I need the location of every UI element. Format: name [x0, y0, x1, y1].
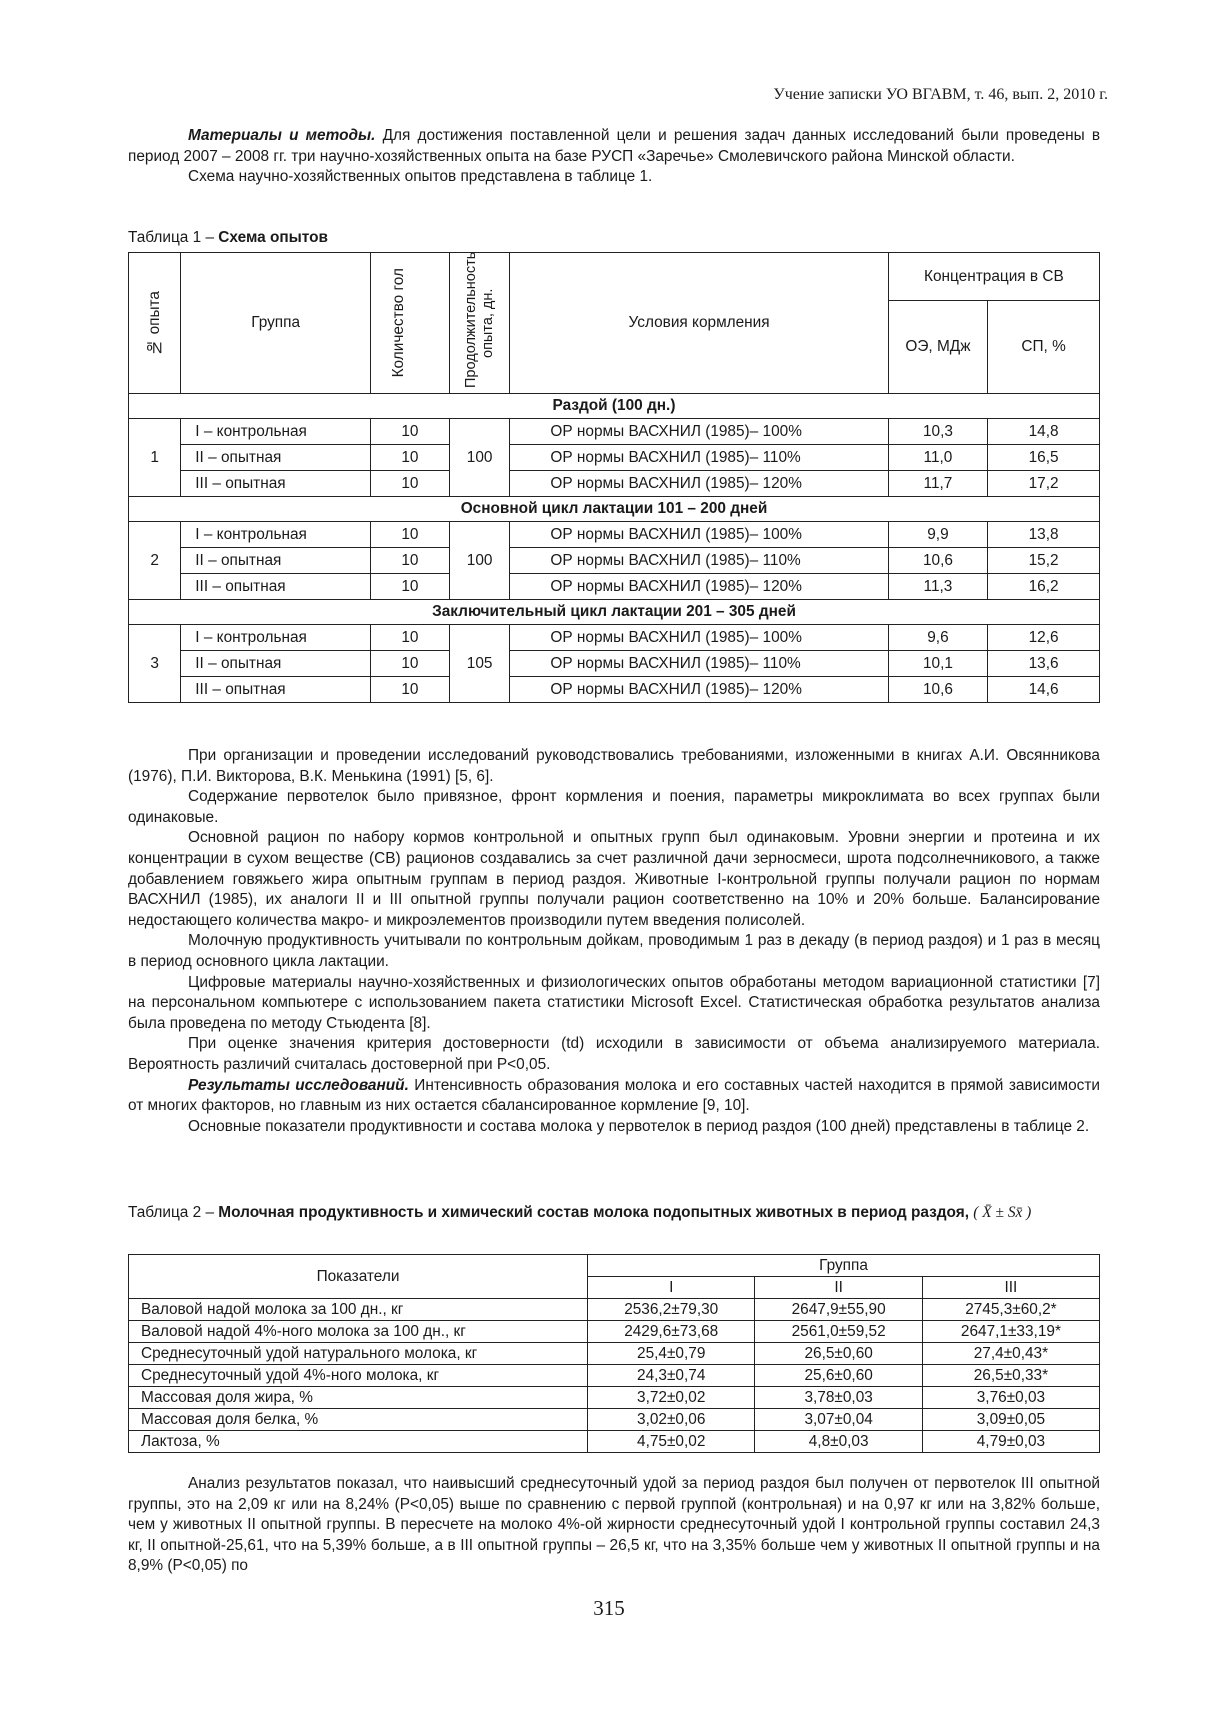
oe-cell: 10,6 — [888, 677, 987, 703]
paragraph: Молочную продуктивность учитывали по контрольным дойкам, проводимым 1 раз в декаду (в период раздоя) и 1 раз в месяц в период основного цикла лактации. — [128, 932, 1100, 970]
table-row — [129, 548, 1100, 574]
paragraph: При оценке значения критерия достоверности (td) исходили в зависимости от объема анализируемого материала. Вероятность различий считалась достоверной при P<0,05. — [128, 1035, 1100, 1073]
table1-experiment-scheme — [128, 252, 1100, 703]
scheme-sentence: Схема научно-хозяйственных опытов представлена в таблице 1. — [188, 168, 653, 186]
sp-cell: 16,2 — [988, 574, 1100, 600]
table2-caption-title: Молочная продуктивность и химический состав молока подопытных животных в период раздоя, — [218, 1204, 970, 1221]
value-cell: 2561,0±59,52 — [755, 1321, 922, 1343]
duration-cell: 100 — [449, 522, 509, 600]
methods-heading: Материалы и методы. — [188, 127, 376, 144]
value-cell: 24,3±0,74 — [588, 1365, 755, 1387]
table-row — [129, 1321, 1100, 1343]
value-cell: 2429,6±73,68 — [588, 1321, 755, 1343]
header-conditions: Условия кормления — [510, 253, 888, 394]
paragraph: При организации и проведении исследований руководствовались требованиями, изложенными в книгах А.И. Овсянникова (1976), П.И. Викторова, В.К. Менькина (1991) [5, 6]. — [128, 747, 1100, 785]
value-cell: 2647,9±55,90 — [755, 1299, 922, 1321]
sp-cell: 12,6 — [988, 625, 1100, 651]
oe-cell: 9,9 — [888, 522, 987, 548]
header-group: Группа — [588, 1255, 1100, 1277]
indicator-cell: Среднесуточный удой натурального молока, кг — [129, 1343, 588, 1365]
group-cell: III – опытная — [181, 574, 371, 600]
oe-cell: 9,6 — [888, 625, 987, 651]
group-cell: II – опытная — [181, 548, 371, 574]
table-row — [129, 1299, 1100, 1321]
header-exp-no: № опыта — [129, 253, 181, 394]
section-title: Основной цикл лактации 101 – 200 дней — [129, 497, 1100, 522]
table-row — [129, 574, 1100, 600]
group-cell: I – контрольная — [181, 522, 371, 548]
duration-cell: 105 — [449, 625, 509, 703]
header-sp: СП, % — [988, 301, 1100, 394]
paragraph: Основной рацион по набору кормов контрольной и опытных групп был одинаковым. Уровни энергии и протеина и их концентрации в сухом веществе (СВ) рационов создавались за счет различной дачи зерносмеси, шрота подсолнечникового, а также добавлением говяжьего жира опытным группам в период раздоя. Животные I-контрольной группы получали рацион по нормам ВАСХНИЛ (1985), их аналоги II и III опытной группы получали рацион соответственно на 10% и 20% больше. Балансирование недостающего количества макро- и микроэлементов производили путем введения полисолей. — [128, 829, 1100, 929]
conditions-cell: ОР нормы ВАСХНИЛ (1985)– 110% — [510, 548, 888, 574]
exp-number: 1 — [129, 419, 181, 497]
table-row — [129, 625, 1100, 651]
conditions-cell: ОР нормы ВАСХНИЛ (1985)– 100% — [510, 522, 888, 548]
conditions-cell: ОР нормы ВАСХНИЛ (1985)– 120% — [510, 677, 888, 703]
value-cell: 2647,1±33,19* — [922, 1321, 1099, 1343]
table-row — [129, 677, 1100, 703]
value-cell: 2745,3±60,2* — [922, 1299, 1099, 1321]
group-cell: III – опытная — [181, 677, 371, 703]
sp-cell: 15,2 — [988, 548, 1100, 574]
paragraph: Содержание первотелок было привязное, фронт кормления и поения, параметры микроклимата во всех группах были одинаковые. — [128, 788, 1100, 826]
table1-caption-prefix: Таблица 1 – — [128, 229, 219, 246]
value-cell: 3,02±0,06 — [588, 1409, 755, 1431]
value-cell: 25,4±0,79 — [588, 1343, 755, 1365]
table1-caption-title: Схема опытов — [218, 229, 328, 246]
table-row — [129, 419, 1100, 445]
group-cell: II – опытная — [181, 445, 371, 471]
section-title: Заключительный цикл лактации 201 – 305 дней — [129, 600, 1100, 625]
table-row — [129, 445, 1100, 471]
results-heading: Результаты исследований. — [188, 1076, 409, 1094]
value-cell: 4,79±0,03 — [922, 1431, 1099, 1453]
count-cell: 10 — [370, 419, 449, 445]
conditions-cell: ОР нормы ВАСХНИЛ (1985)– 110% — [510, 651, 888, 677]
count-cell: 10 — [370, 677, 449, 703]
indicator-cell: Лактоза, % — [129, 1431, 588, 1453]
header-duration: Продолжительность опыта, дн. — [449, 253, 509, 394]
section-title: Раздой (100 дн.) — [129, 394, 1100, 419]
header-oe: ОЭ, МДж — [888, 301, 987, 394]
paragraph: Основные показатели продуктивности и состава молока у первотелок в период раздоя (100 дней) представлены в таблице 2. — [188, 1117, 1090, 1135]
count-cell: 10 — [370, 651, 449, 677]
count-cell: 10 — [370, 548, 449, 574]
indicator-cell: Валовой надой 4%-ного молока за 100 дн., кг — [129, 1321, 588, 1343]
conditions-cell: ОР нормы ВАСХНИЛ (1985)– 110% — [510, 445, 888, 471]
running-header: Учение записки УО ВГАВМ, т. 46, вып. 2, 2010 г. — [773, 86, 1108, 103]
oe-cell: 10,1 — [888, 651, 987, 677]
indicator-cell: Среднесуточный удой 4%-ного молока, кг — [129, 1365, 588, 1387]
count-cell: 10 — [370, 471, 449, 497]
table-row — [129, 1343, 1100, 1365]
sp-cell: 16,5 — [988, 445, 1100, 471]
conditions-cell: ОР нормы ВАСХНИЛ (1985)– 100% — [510, 419, 888, 445]
value-cell: 2536,2±79,30 — [588, 1299, 755, 1321]
value-cell: 3,76±0,03 — [922, 1387, 1099, 1409]
table-row — [129, 522, 1100, 548]
count-cell: 10 — [370, 625, 449, 651]
table-row — [129, 651, 1100, 677]
value-cell: 3,09±0,05 — [922, 1409, 1099, 1431]
sp-cell: 14,8 — [988, 419, 1100, 445]
indicator-cell: Валовой надой молока за 100 дн., кг — [129, 1299, 588, 1321]
group-cell: III – опытная — [181, 471, 371, 497]
sp-cell: 13,6 — [988, 651, 1100, 677]
sp-cell: 13,8 — [988, 522, 1100, 548]
count-cell: 10 — [370, 445, 449, 471]
value-cell: 4,8±0,03 — [755, 1431, 922, 1453]
conditions-cell: ОР нормы ВАСХНИЛ (1985)– 100% — [510, 625, 888, 651]
oe-cell: 11,3 — [888, 574, 987, 600]
value-cell: 26,5±0,33* — [922, 1365, 1099, 1387]
table-row — [129, 1409, 1100, 1431]
group-header: II — [755, 1277, 922, 1299]
table1-caption — [128, 229, 328, 247]
header-concentration: Концентрация в СВ — [888, 253, 1099, 301]
header-count: Количество гол — [370, 253, 449, 394]
indicator-cell: Массовая доля белка, % — [129, 1409, 588, 1431]
sp-cell: 14,6 — [988, 677, 1100, 703]
group-cell: II – опытная — [181, 651, 371, 677]
value-cell: 3,07±0,04 — [755, 1409, 922, 1431]
group-cell: I – контрольная — [181, 419, 371, 445]
table-row — [129, 471, 1100, 497]
group-header: I — [588, 1277, 755, 1299]
table-row — [129, 1387, 1100, 1409]
table2-milk-productivity — [128, 1254, 1100, 1453]
analysis-section — [128, 1474, 1100, 1577]
value-cell: 3,72±0,02 — [588, 1387, 755, 1409]
oe-cell: 10,6 — [888, 548, 987, 574]
table2-caption — [128, 1200, 1100, 1226]
body-section — [128, 746, 1100, 1137]
group-header: III — [922, 1277, 1099, 1299]
header-group: Группа — [181, 253, 371, 394]
exp-number: 2 — [129, 522, 181, 600]
table2-caption-prefix: Таблица 2 – — [128, 1204, 219, 1221]
table-row — [129, 1431, 1100, 1453]
value-cell: 3,78±0,03 — [755, 1387, 922, 1409]
analysis-paragraph: Анализ результатов показал, что наивысший среднесуточный удой за период раздоя был получен от первотелок III опытной группы, это на 2,09 кг или на 8,24% (P<0,05) выше по сравнению с первой группой (контрольная) и на 0,97 кг или на 3,82% больше, чем у животных II опытной группы. В пересчете на молоко 4%-ой жирности среднесуточный удой I контрольной группы составил 24,3 кг, II опытной-25,61, что на 5,39% больше, а в III опытной группы – 26,5 кг, что на 3,35% больше чем у животных II опытной группы и на 8,9% (P<0,05) по — [128, 1475, 1100, 1575]
page-number: 315 — [593, 1596, 625, 1620]
oe-cell: 11,7 — [888, 471, 987, 497]
methods-text: Для достижения поставленной цели и решения задач данных исследований были проведены в период 2007 – 2008 гг. три научно-хозяйственных опыта на базе РУСП «Заречье» Смолевичского района Минской области. — [128, 127, 1100, 165]
header-indicator: Показатели — [129, 1255, 588, 1299]
sp-cell: 17,2 — [988, 471, 1100, 497]
conditions-cell: ОР нормы ВАСХНИЛ (1985)– 120% — [510, 574, 888, 600]
oe-cell: 10,3 — [888, 419, 987, 445]
value-cell: 25,6±0,60 — [755, 1365, 922, 1387]
conditions-cell: ОР нормы ВАСХНИЛ (1985)– 120% — [510, 471, 888, 497]
intro-section — [128, 126, 1100, 188]
count-cell: 10 — [370, 522, 449, 548]
oe-cell: 11,0 — [888, 445, 987, 471]
value-cell: 4,75±0,02 — [588, 1431, 755, 1453]
group-cell: I – контрольная — [181, 625, 371, 651]
exp-number: 3 — [129, 625, 181, 703]
value-cell: 27,4±0,43* — [922, 1343, 1099, 1365]
table-row — [129, 1365, 1100, 1387]
paragraph: Цифровые материалы научно-хозяйственных и физиологических опытов обработаны методом вариационной статистики [7] на персональном компьютере с использованием пакета статистики Microsoft Excel. Статистическая обработка результатов анализа была проведена по методу Стьюдента [8]. — [128, 973, 1100, 1032]
table2-caption-formula: ( X̄ ± Sx̄ ) — [973, 1204, 1032, 1221]
results-text: Интенсивность образования молока и его составных частей находится в прямой зависимости от многих факторов, но главным из них остается сбалансированное кормление [9, 10]. — [128, 1076, 1100, 1115]
value-cell: 26,5±0,60 — [755, 1343, 922, 1365]
count-cell: 10 — [370, 574, 449, 600]
duration-cell: 100 — [449, 419, 509, 497]
indicator-cell: Массовая доля жира, % — [129, 1387, 588, 1409]
